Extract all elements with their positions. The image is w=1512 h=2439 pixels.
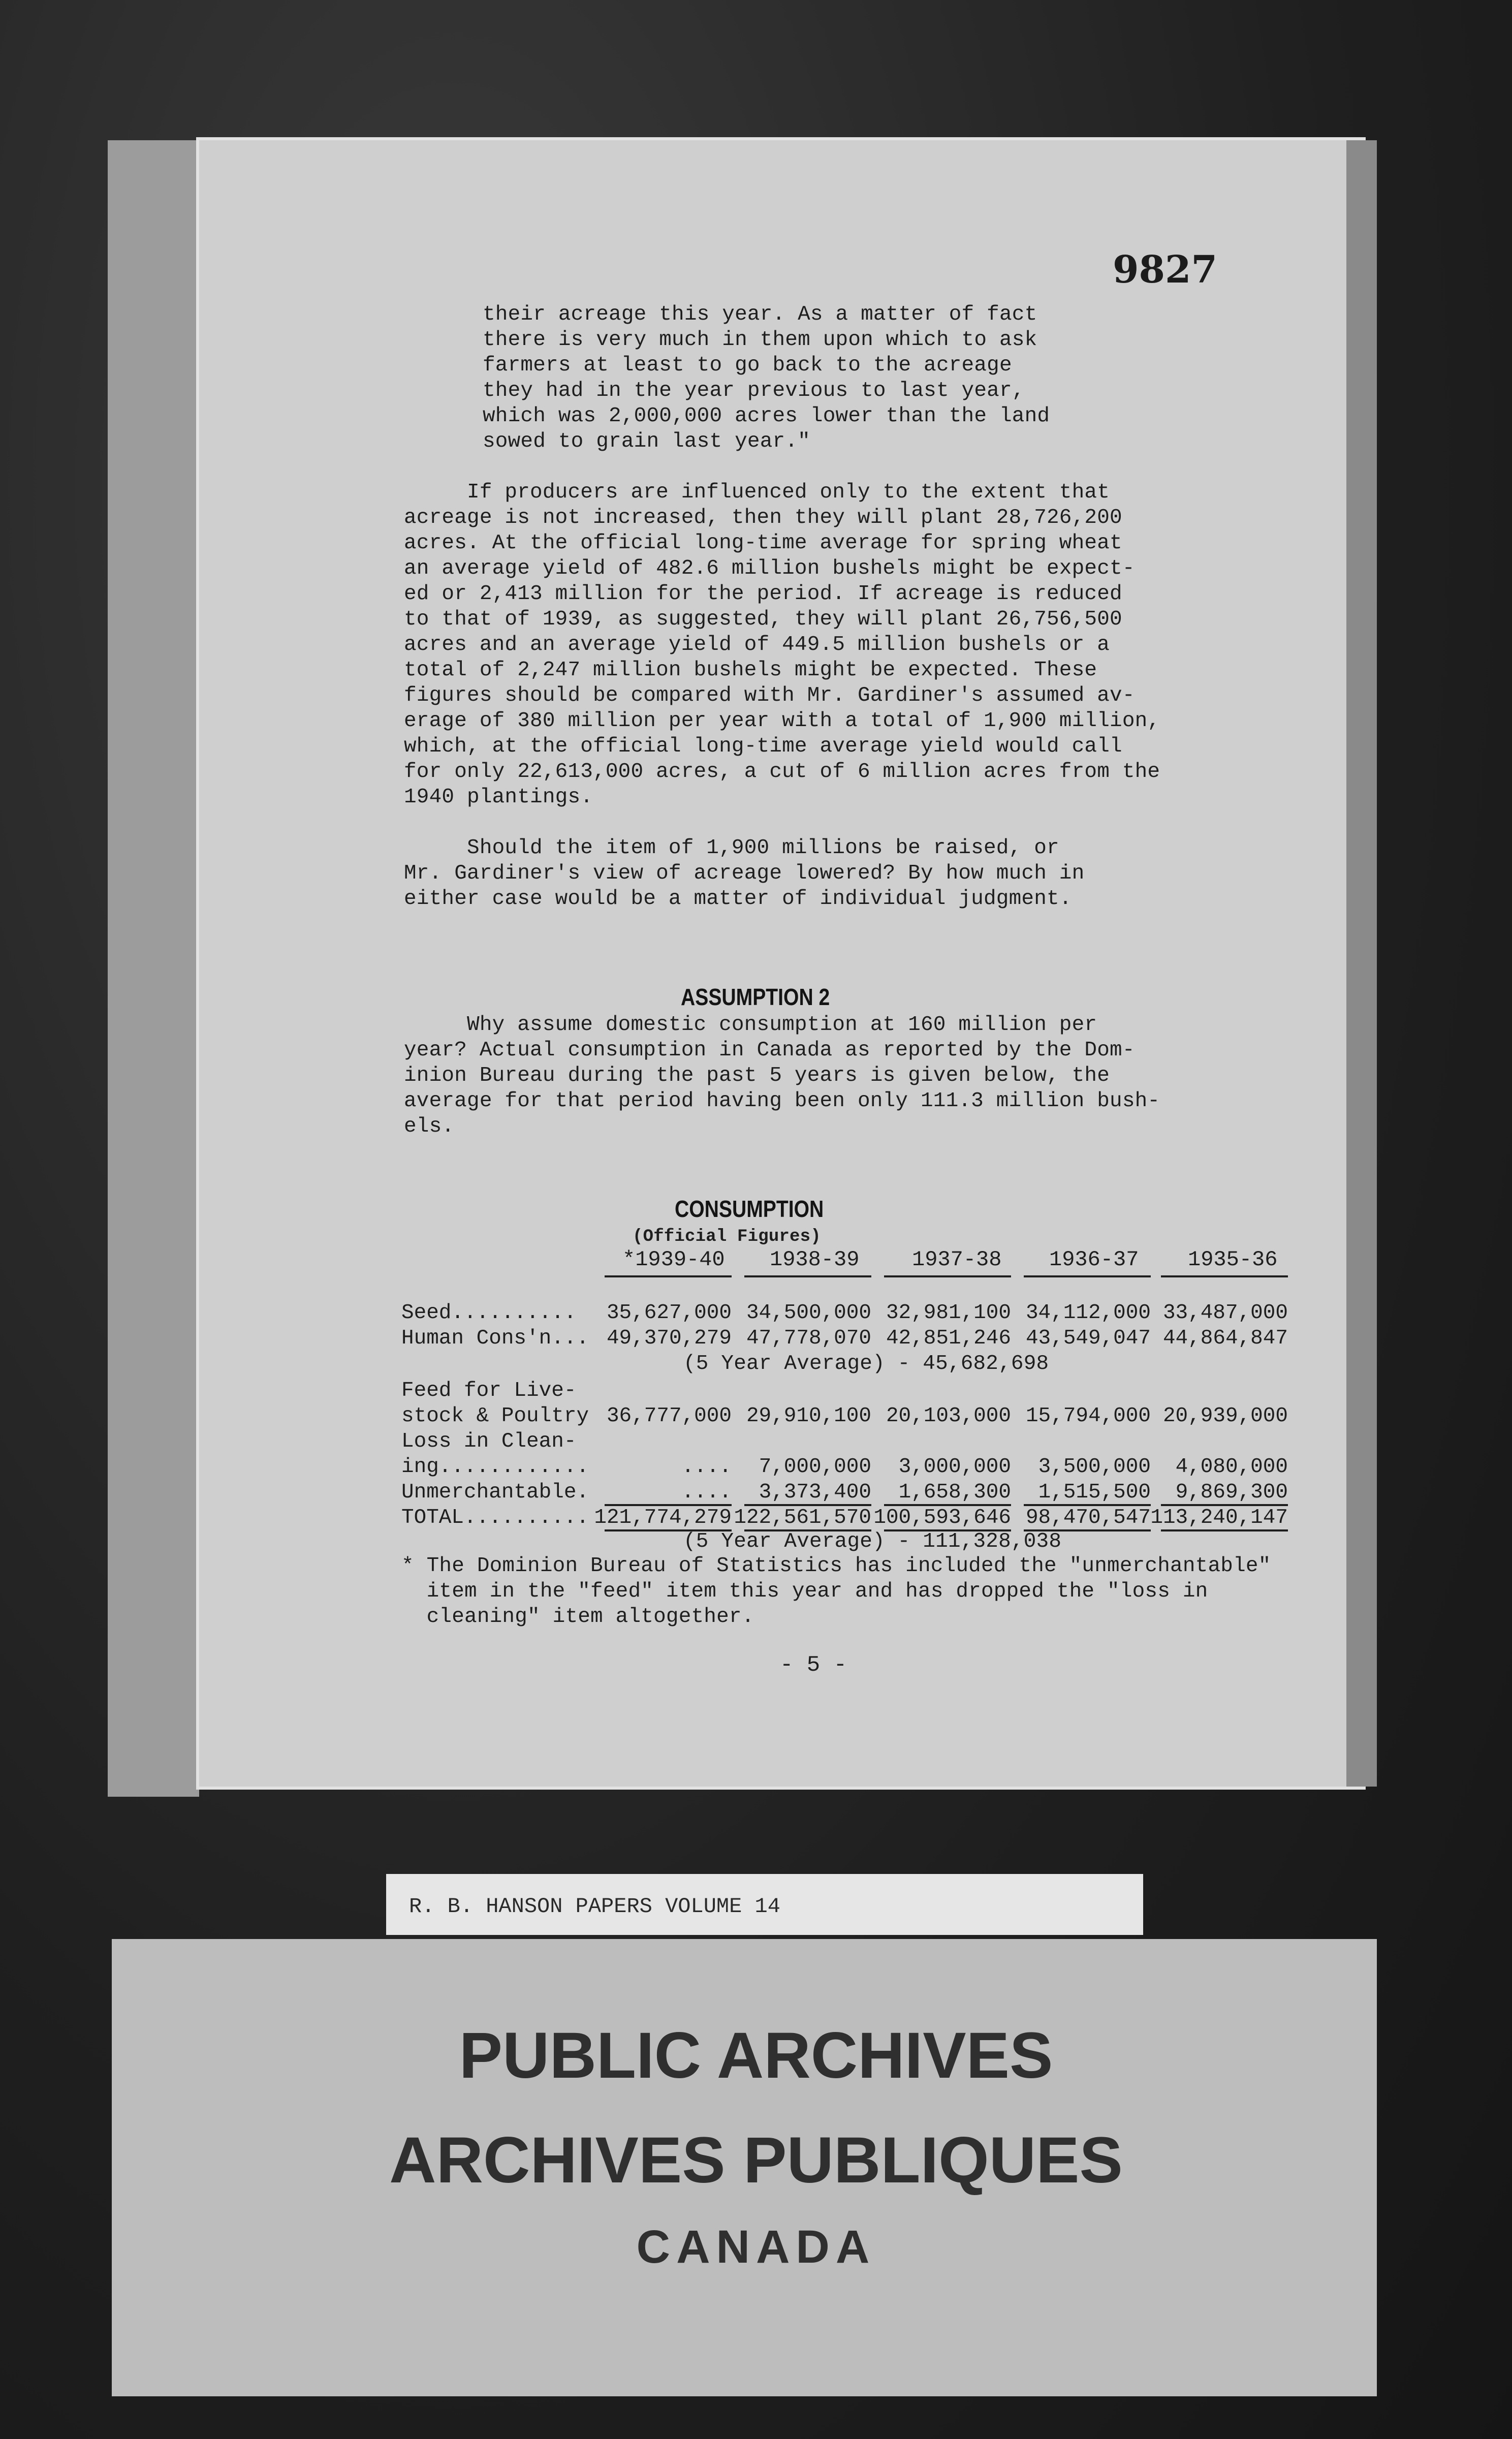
paragraph-line: ed or 2,413 million for the period. If acreage is reduced xyxy=(404,582,1122,606)
paragraph-line: average for that period having been only 111.3 million bush- xyxy=(404,1089,1160,1113)
table-cell: 3,373,400 xyxy=(759,1481,871,1504)
table-cell: 29,910,100 xyxy=(746,1404,871,1428)
header-underline xyxy=(1161,1275,1288,1277)
paragraph-line: for only 22,613,000 acres, a cut of 6 million acres from the xyxy=(404,760,1160,784)
column-header: 1937-38 xyxy=(912,1247,1002,1272)
table-cell: 34,500,000 xyxy=(746,1301,871,1325)
table-row-label: Loss in Clean- xyxy=(401,1430,577,1453)
paragraph-line: to that of 1939, as suggested, they will plant 26,756,500 xyxy=(404,608,1122,631)
table-cell: 49,370,279 xyxy=(606,1327,732,1350)
table-average-note: (5 Year Average) - 45,682,698 xyxy=(683,1352,1049,1375)
table-average-note: (5 Year Average) - 111,328,038 xyxy=(683,1530,1062,1553)
paragraph-line: acres. At the official long-time average for spring wheat xyxy=(404,531,1122,555)
quote-line: farmers at least to go back to the acreage xyxy=(483,354,1012,377)
paragraph-line: If producers are influenced only to the extent that xyxy=(404,481,1110,504)
header-underline xyxy=(605,1275,732,1277)
table-cell: 113,240,147 xyxy=(1150,1506,1288,1529)
paragraph-line: Why assume domestic consumption at 160 million per xyxy=(404,1013,1097,1037)
stamp-line-1: PUBLIC ARCHIVES xyxy=(459,2019,1053,2092)
table-cell: 3,500,000 xyxy=(1038,1455,1151,1479)
table-row-label: Feed for Live- xyxy=(401,1379,577,1402)
assumption-heading: ASSUMPTION 2 xyxy=(681,984,830,1010)
table-title: CONSUMPTION xyxy=(675,1196,824,1222)
table-cell: 3,000,000 xyxy=(898,1455,1011,1479)
table-cell: 36,777,000 xyxy=(606,1404,732,1428)
table-cell: 98,470,547 xyxy=(1025,1506,1151,1529)
column-header: 1935-36 xyxy=(1188,1247,1278,1272)
footnote-line: * The Dominion Bureau of Statistics has included the "unmerchantable" xyxy=(401,1554,1271,1578)
paragraph-line: an average yield of 482.6 million bushels might be expect- xyxy=(404,557,1135,580)
table-cell: 7,000,000 xyxy=(759,1455,871,1479)
stamp-line-3: CANADA xyxy=(636,2221,876,2273)
header-underline xyxy=(1024,1275,1151,1277)
column-header: 1936-37 xyxy=(1049,1247,1139,1272)
table-row-label: Unmerchantable. xyxy=(401,1481,589,1504)
table-cell: 9,869,300 xyxy=(1175,1481,1288,1504)
table-row-label: ing............ xyxy=(401,1455,589,1479)
binding-spine xyxy=(108,140,199,1797)
table-cell: 4,080,000 xyxy=(1175,1455,1288,1479)
paragraph-line: total of 2,247 million bushels might be expected. These xyxy=(404,659,1097,682)
paragraph-line: erage of 380 million per year with a total of 1,900 million, xyxy=(404,709,1160,733)
page-footer-number: - 5 - xyxy=(780,1652,847,1678)
table-cell: 20,103,000 xyxy=(886,1404,1011,1428)
table-row-label: TOTAL.......... xyxy=(401,1506,589,1529)
table-row-label: Human Cons'n... xyxy=(401,1327,589,1350)
table-row-label: stock & Poultry xyxy=(401,1404,589,1428)
table-subtitle: (Official Figures) xyxy=(633,1227,821,1246)
paragraph-line: year? Actual consumption in Canada as reported by the Dom- xyxy=(404,1039,1135,1062)
page-number-stamp: 9827 xyxy=(1113,248,1217,292)
table-cell: 15,794,000 xyxy=(1025,1404,1151,1428)
table-row-label: Seed.......... xyxy=(401,1301,577,1325)
header-underline xyxy=(744,1275,871,1277)
paragraph-line: acreage is not increased, then they will plant 28,726,200 xyxy=(404,506,1122,529)
column-header: *1939-40 xyxy=(622,1247,725,1272)
table-cell: 121,774,279 xyxy=(594,1506,732,1529)
footnote-line: item in the "feed" item this year and has dropped the "loss in xyxy=(401,1580,1208,1603)
quote-line: they had in the year previous to last year, xyxy=(483,379,1025,402)
table-cell: 34,112,000 xyxy=(1025,1301,1151,1325)
paragraph-line: Mr. Gardiner's view of acreage lowered? By how much in xyxy=(404,862,1085,885)
total-underline xyxy=(1161,1529,1288,1531)
paragraph-line: which, at the official long-time average yield would call xyxy=(404,735,1122,758)
page-edge xyxy=(1346,140,1377,1787)
table-cell: 122,561,570 xyxy=(734,1506,871,1529)
table-cell: 44,864,847 xyxy=(1162,1327,1288,1350)
table-cell: 47,778,070 xyxy=(746,1327,871,1350)
table-cell: .... xyxy=(681,1455,732,1479)
table-cell: 43,549,047 xyxy=(1025,1327,1151,1350)
table-cell: 100,593,646 xyxy=(873,1506,1011,1529)
paragraph-line: acres and an average yield of 449.5 million bushels or a xyxy=(404,633,1110,656)
column-header: 1938-39 xyxy=(770,1247,860,1272)
paragraph-line: figures should be compared with Mr. Gardiner's assumed av- xyxy=(404,684,1135,707)
table-cell: 35,627,000 xyxy=(606,1301,732,1325)
paragraph-line: 1940 plantings. xyxy=(404,786,593,809)
paragraph-line: inion Bureau during the past 5 years is given below, the xyxy=(404,1064,1110,1087)
stamp-line-2: ARCHIVES PUBLIQUES xyxy=(389,2124,1123,2197)
table-cell: 1,658,300 xyxy=(898,1481,1011,1504)
quote-line: their acreage this year. As a matter of fact xyxy=(483,303,1037,326)
table-cell: 20,939,000 xyxy=(1162,1404,1288,1428)
paragraph-line: Should the item of 1,900 millions be raised, or xyxy=(404,836,1059,860)
footnote-line: cleaning" item altogether. xyxy=(401,1605,754,1629)
table-cell: 42,851,246 xyxy=(886,1327,1011,1350)
paragraph-line: either case would be a matter of individual judgment. xyxy=(404,887,1072,911)
table-cell: .... xyxy=(681,1481,732,1504)
archive-caption: R. B. HANSON PAPERS VOLUME 14 xyxy=(409,1894,780,1919)
table-cell: 1,515,500 xyxy=(1038,1481,1151,1504)
quote-line: there is very much in them upon which to ask xyxy=(483,328,1037,352)
table-cell: 32,981,100 xyxy=(886,1301,1011,1325)
quote-line: sowed to grain last year." xyxy=(483,430,810,453)
paragraph-line: els. xyxy=(404,1115,455,1138)
header-underline xyxy=(884,1275,1011,1277)
quote-line: which was 2,000,000 acres lower than the land xyxy=(483,404,1050,428)
table-cell: 33,487,000 xyxy=(1162,1301,1288,1325)
